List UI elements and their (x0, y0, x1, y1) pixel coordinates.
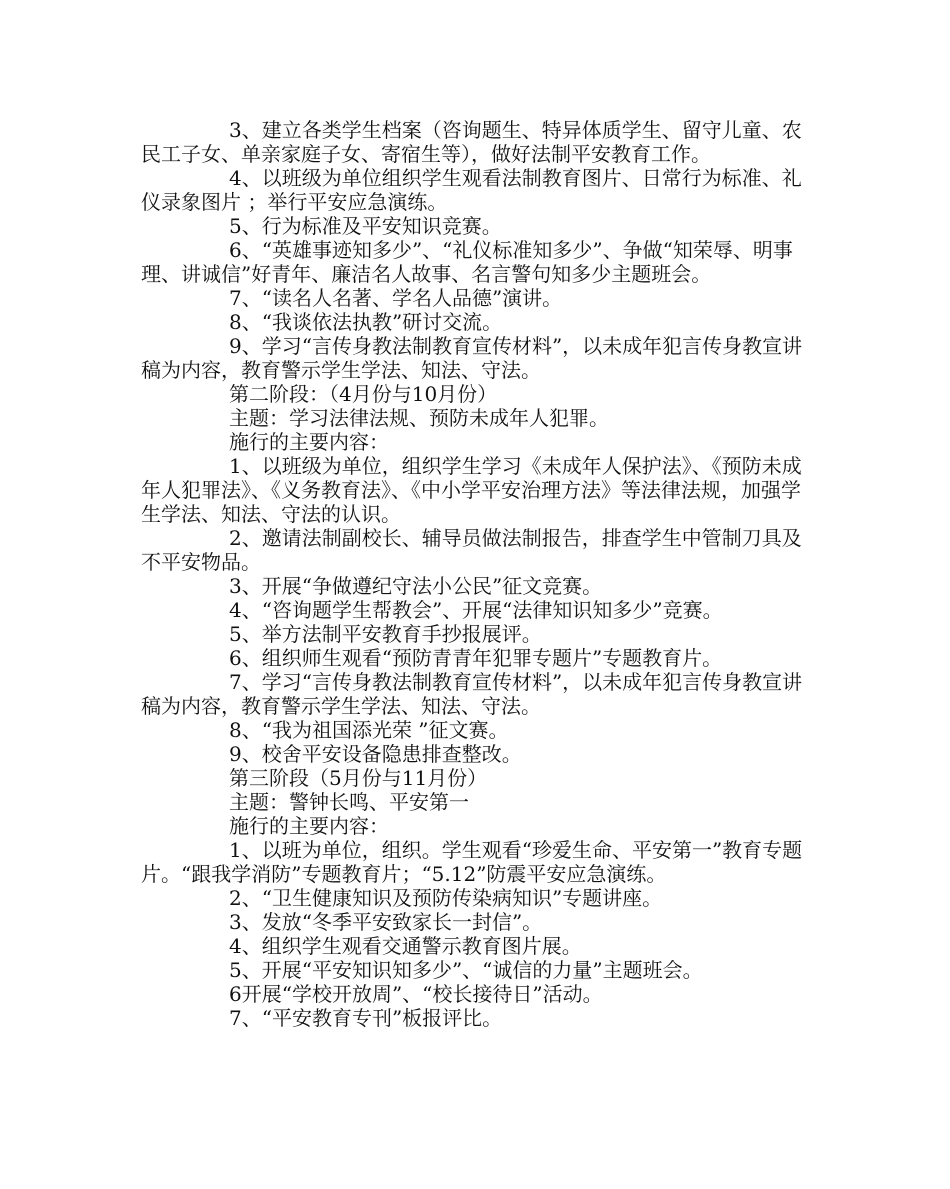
paragraph: 6、组织师生观看“预防青青年犯罪专题片”专题教育片。 (229, 646, 723, 670)
paragraph: 5、举方法制平安教育手抄报展评。 (229, 622, 542, 646)
paragraph: 3、发放“冬季平安致家长一封信”。 (229, 910, 543, 934)
section-theme: 主题：警钟长鸣、平安第一 (229, 790, 469, 814)
paragraph: 7、学习“言传身教法制教育宣传材料”，以未成年犯言传身教宣讲稿为内容，教育警示学生学法、知法、守法。 (141, 670, 803, 718)
paragraph: 6开展“学校开放周”、“校长接待日”活动。 (229, 982, 603, 1006)
paragraph: 3、建立各类学生档案（咨询题生、特异体质学生、留守儿童、农民工子女、单亲家庭子女、寄宿生等），做好法制平安教育工作。 (141, 118, 802, 166)
paragraph: 2、邀请法制副校长、辅导员做法制报告，排查学生中管制刀具及不平安物品。 (141, 526, 802, 574)
paragraph: 9、学习“言传身教法制教育宣传材料”，以未成年犯言传身教宣讲稿为内容，教育警示学生学法、知法、守法。 (141, 334, 803, 382)
paragraph: 8、“我谈依法执教”研讨交流。 (229, 310, 503, 334)
paragraph: 7、“平安教育专刊”板报评比。 (229, 1006, 503, 1030)
section-subheading: 施行的主要内容： (229, 814, 389, 838)
paragraph: 2、“卫生健康知识及预防传染病知识”专题讲座。 (229, 886, 663, 910)
paragraph: 8、“我为祖国添光荣 ”征文赛。 (229, 718, 509, 742)
paragraph: 7、“读名人名著、学名人品德”演讲。 (229, 286, 563, 310)
section-heading: 第三阶段（5月份与11月份） (229, 766, 488, 790)
paragraph: 9、校舍平安设备隐患排查整改。 (229, 742, 522, 766)
paragraph: 1、以班为单位，组织。学生观看“珍爱生命、平安第一”教育专题片。“跟我学消防”专题教育片；“5.12”防震平安应急演练。 (141, 838, 803, 886)
paragraph: 5、行为标准及平安知识竞赛。 (229, 214, 502, 238)
section-subheading: 施行的主要内容： (229, 430, 389, 454)
document-body (141, 118, 813, 1030)
paragraph: 4、组织学生观看交通警示教育图片展。 (229, 934, 582, 958)
paragraph: 4、以班级为单位组织学生观看法制教育图片、日常行为标准、礼仪录象图片 ；举行平安应急演练。 (141, 166, 802, 214)
paragraph: 4、“咨询题学生帮教会”、开展“法律知识知多少”竞赛。 (229, 598, 723, 622)
section-heading: 第二阶段：（4月份与10月份） (229, 382, 498, 406)
paragraph: 6、“英雄事迹知多少”、“礼仪标准知多少”、争做“知荣辱、明事理、讲诚信”好青年、廉洁名人故事、名言警句知多少主题班会。 (141, 238, 793, 286)
section-theme: 主题：学习法律法规、预防未成年人犯罪。 (229, 406, 609, 430)
paragraph: 1、以班级为单位，组织学生学习《未成年人保护法》、《预防未成年人犯罪法》、《义务教育法》、《中小学平安治理方法》等法律法规，加强学生学法、知法、守法的认识。 (141, 454, 802, 526)
paragraph: 5、开展“平安知识知多少”、“诚信的力量”主题班会。 (229, 958, 703, 982)
paragraph: 3、开展“争做遵纪守法小公民”征文竞赛。 (229, 574, 603, 598)
